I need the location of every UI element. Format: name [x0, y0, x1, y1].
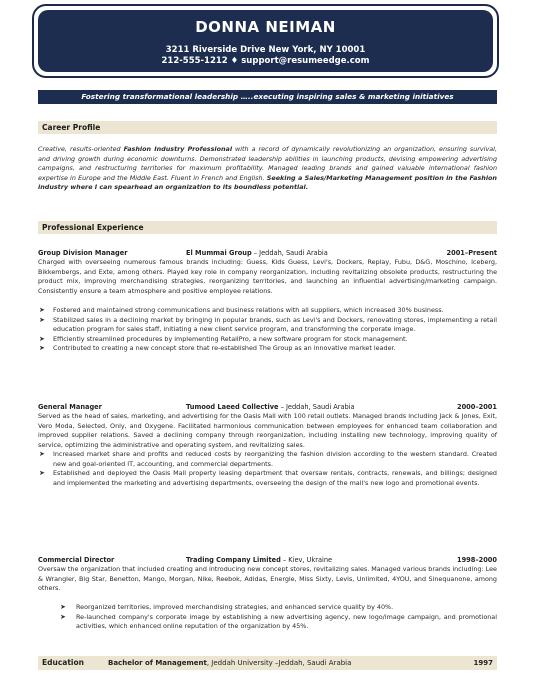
company-name: Tumood Laeed Collective — [186, 403, 279, 411]
list-item — [38, 316, 497, 335]
header-inner — [38, 10, 493, 72]
company-location: – Jeddah, Saudi Arabia — [251, 249, 328, 257]
company-location: – Kiev, Ukraine — [280, 556, 333, 564]
job-company — [186, 555, 332, 565]
job-bullet-list — [38, 603, 497, 632]
section-heading-experience: Professional Experience — [38, 221, 497, 234]
school-name: , Jeddah University –Jeddah, Saudi Arabia — [206, 659, 352, 667]
job-summary: Charged with overseeing numerous famous brands including: Guess, Kids Guess, Levi's, Dockers, Replay, Fubu, D&G, Moschino, Iceberg, Bikkembergs, and Exte, among others. Played key role in company reorganization, including revitalizing obsolete products, restructuring the product mix, improving merchandising strategies, reorganizing territories, and launching an influential advertising/marketing campaign. Consistently ensure a team atmosphere and positive employee relations. — [38, 258, 497, 295]
job-header — [38, 402, 497, 412]
job-company — [186, 248, 328, 258]
bullet-text: Fostered and maintained strong communications and business relations with all suppliers, which increased 30% business. — [53, 306, 444, 314]
arrow-bullet-icon: ➤ — [39, 469, 45, 478]
job-bullet-list — [38, 306, 497, 354]
education-degree — [108, 656, 351, 670]
arrow-bullet-icon: ➤ — [60, 612, 66, 621]
job-title: Commercial Director — [38, 556, 115, 564]
arrow-bullet-icon: ➤ — [39, 315, 45, 324]
bullet-text: Established and deployed the Oasis Mall property leasing department that oversaw rentals, contracts, renewals, and billings; designed and implemented the marketing and advertising departments, overseeing the design of the mall's new logo and promotional events. — [53, 469, 497, 487]
candidate-name: DONNA NEIMAN — [195, 18, 336, 36]
profile-text-2: with a record of dynamically revolutionizing an organization, ensuring survival, and driving growth during economic downturns. Demonstrated leadership abilities in launching products, devising empowering advertising campaigns, and restructuring territories for maximum profitability. Managed leading brands and gained valuable international fashion expertise in Europe and the Middle East. Fluent in French and English. — [38, 145, 497, 182]
contact-info: 212-555-1212 ♦ support@resumeedge.com — [161, 56, 370, 66]
arrow-bullet-icon: ➤ — [39, 450, 45, 458]
job-header — [38, 248, 497, 258]
education-row — [38, 656, 497, 670]
list-item — [38, 344, 497, 354]
job-summary: Served as the head of sales, marketing, and advertising for the Oasis Mall with 100 retail outlets. Managed brands including Jack & Jones, Exit, Vero Moda, Selected, Only, and Oxygene. Facilitated harmonious communication between employees for enhanced team collaboration and improved supplier relations. Saved a declining company through reorganization, including installing new technology, improving quality of service, optimizing the administrative and operating system, and revitalizing sales. — [38, 412, 497, 449]
list-item — [38, 613, 497, 632]
company-location: – Jeddah, Saudi Arabia — [278, 403, 355, 411]
profile-emphasis-1: Fashion Industry Professional — [123, 145, 233, 153]
job-header — [38, 555, 497, 565]
address: 3211 Riverside Drive New York, NY 10001 — [165, 45, 366, 55]
career-profile-text — [38, 145, 497, 193]
bullet-text: Stabilized sales in a declining market by bringing in popular brands, such as Levi's and Dockers, renovating stores, implementing a retail education program for sales staff, initiating a new client service program, and transforming the corporate image. — [53, 315, 497, 334]
list-item — [38, 603, 497, 613]
job-title: Group Division Manager — [38, 249, 128, 257]
job-dates: 2000–2001 — [456, 403, 497, 411]
job-company — [186, 402, 355, 412]
tagline-banner: Fostering transformational leadership …..executing inspiring sales & marketing initiatives — [38, 90, 497, 104]
education-year: 1997 — [473, 659, 493, 667]
profile-emphasis-2: Seeking a Sales/Marketing Management position in the Fashion industry where I can spearhead an organization to its boundless potential. — [38, 173, 497, 192]
list-item — [38, 306, 497, 316]
section-heading-education: Education — [42, 658, 84, 667]
job-bullet-list — [38, 450, 497, 488]
profile-text-1: Creative, results-oriented — [38, 145, 124, 153]
list-item — [38, 450, 497, 469]
bullet-text: Re-launched company's corporate image by establishing a new advertising agency, new logo/image campaign, and promotional activities, which enhanced online reputation of the organization by 45%. — [76, 612, 497, 631]
degree-name: Bachelor of Management — [108, 659, 207, 667]
company-name: Trading Company Limited — [186, 556, 281, 564]
header-banner — [32, 4, 499, 78]
company-name: El Mummai Group — [186, 249, 252, 257]
bullet-text: Efficiently streamlined procedures by implementing RetailPro, a new software program for stock management. — [53, 334, 408, 343]
job-dates: 1998–2000 — [456, 556, 497, 564]
job-title: General Manager — [38, 403, 102, 411]
section-heading-career-profile: Career Profile — [38, 121, 497, 134]
arrow-bullet-icon: ➤ — [60, 603, 66, 611]
arrow-bullet-icon: ➤ — [39, 334, 45, 343]
job-dates: 2001–Present — [446, 249, 497, 257]
bullet-text: Contributed to creating a new concept store that re-established The Group as an innovative market leader. — [53, 344, 396, 353]
arrow-bullet-icon: ➤ — [39, 344, 45, 353]
job-summary: Oversaw the organization that included creating and introducing new concept stores, revitalizing sales. Managed various brands including: Lee & Wrangler, Big Star, Benetton, Mango, Morgan, Nike, Reebok, Adidas, Energie, Miss Sixty, Levis, Unlimited, 4YOU, and Sinequanone, among others. — [38, 565, 497, 593]
bullet-text: Increased market share and profits and reduced costs by reorganizing the fashion division according to the western standard. Created new and goal-oriented IT, accounting, and commercial departments. — [53, 450, 497, 468]
bullet-text: Reorganized territories, improved merchandising strategies, and enhanced service quality by 40%. — [76, 603, 394, 611]
list-item — [38, 335, 497, 345]
arrow-bullet-icon: ➤ — [39, 306, 45, 314]
list-item — [38, 469, 497, 488]
